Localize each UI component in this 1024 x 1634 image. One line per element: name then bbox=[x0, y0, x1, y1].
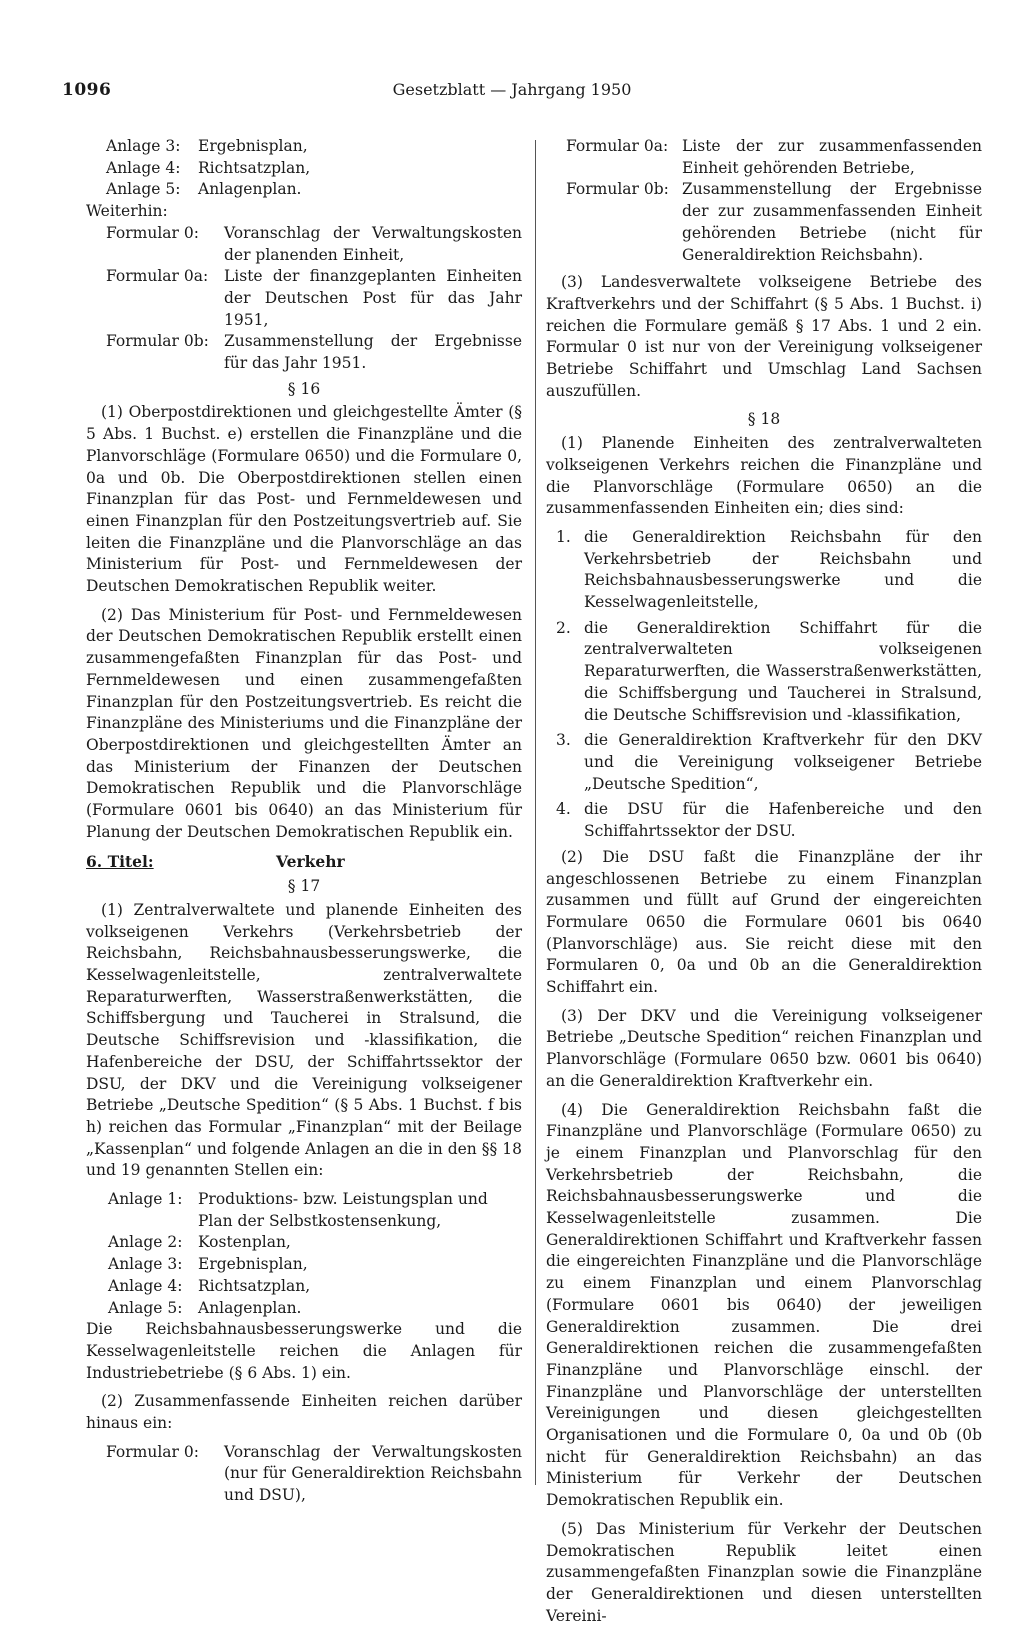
section-heading-18: § 18 bbox=[747, 410, 781, 429]
formular-row: Formular 0a: Liste der zur zusammenfassenden Einheit gehörenden Betriebe, bbox=[566, 137, 982, 177]
annex-row: Anlage 1: Produktions- bzw. Leistungsplan und Plan der Selbstkostensenkung, bbox=[108, 1190, 488, 1230]
titel-title: Verkehr bbox=[276, 851, 345, 871]
paragraph: (2) Das Ministerium für Post- und Fernmeldewesen der Deutschen Demokratischen Republik erstellt einen zusammengefaßten Finanzplan für das Post- und Fernmeldewesen und einen zusammengefaßten Finanzplan für den Postzeitungsvertrieb. Es reicht die Finanzpläne des Ministeriums und die Finanzpläne der Oberpostdirektionen und gleichgestellten Ämter an das Ministerium der Finanzen der Deutschen Demokratischen Republik und die Planvorschläge (Formulare 0601 bis 0640) an das Ministerium für Planung der Deutschen Demokratischen Republik ein. bbox=[86, 605, 522, 841]
paragraph: (1) Zentralverwaltete und planende Einheiten des volkseigenen Verkehrs (Verkehrsbetrieb der Reichsbahn, Reichsbahnausbesserungswerke, die Kesselwagenleitstelle, zentralverwaltete Reparaturwerften, Wasserstraßenwerkstätten, die Schiffsbergung und Taucherei in Stralsund, die Deutsche Schiffsrevision und -klassifikation, die Hafenbereiche der DSU, der Schiffahrtssektor der DSU, der DKV und die Vereinigung volkseigener Betriebe „Deutsche Spedition“ (§ 5 Abs. 1 Buchst. f bis h) reichen das Formular „Finanzplan“ mit der Beilage „Kassenplan“ und folgende Anlagen an die in den §§ 18 und 19 genannten Stellen ein: bbox=[86, 900, 522, 1180]
annex-row: Anlage 3: Ergebnisplan, bbox=[108, 1255, 308, 1274]
formular-row: Formular 0a: Liste der finanzgeplanten Einheiten der Deutschen Post für das Jahr 1951, bbox=[106, 267, 522, 329]
weiterhin-label: Weiterhin: bbox=[86, 202, 168, 221]
paragraph: (1) Planende Einheiten des zentralverwalteten volkseigenen Verkehrs reichen die Finanzpläne und die Planvorschläge (Formulare 0650) an die zusammenfassenden Einheiten ein; dies sind: bbox=[546, 434, 982, 518]
section-heading-16: § 16 bbox=[287, 379, 321, 398]
annex-row: Anlage 5: Anlagenplan. bbox=[106, 180, 302, 199]
paragraph: (1) Oberpostdirektionen und gleichgestellte Ämter (§ 5 Abs. 1 Buchst. e) erstellen die Finanzpläne und die Planvorschläge (Formulare 0650) und die Formulare 0, 0a und 0b. Die Oberpostdirektionen stellen einen Finanzplan für das Post- und Fernmeldewesen und einen Finanzplan für den Postzeitungsvertrieb auf. Sie leiten die Finanzpläne und die Planvorschläge an das Ministerium für Post- und Fernmeldewesen der Deutschen Demokratischen Republik weiter. bbox=[86, 403, 522, 596]
paragraph: (3) Landesverwaltete volkseigene Betriebe des Kraftverkehrs und der Schiffahrt (§ 5 Abs. 1 Buchst. i) reichen die Formulare gemäß § 17 Abs. 1 und 2 ein. Formular 0 ist nur von der Vereinigung volkseigener Betriebe Schiffahrt und Umschlag Land Sachsen auszufüllen. bbox=[546, 273, 982, 400]
formular-row: Formular 0: Voranschlag der Verwaltungskosten der planenden Einheit, bbox=[106, 223, 522, 264]
left-column bbox=[86, 136, 522, 1507]
right-column bbox=[546, 136, 982, 1634]
paragraph: (5) Das Ministerium für Verkehr der Deutschen Demokratischen Republik leitet einen zusammengefaßten Finanzplan sowie die Finanzpläne der Generaldirektionen und diesen unterstellten Vereini- bbox=[546, 1519, 982, 1625]
running-head: Gesetzblatt — Jahrgang 1950 bbox=[392, 80, 632, 99]
titel-heading bbox=[86, 851, 522, 873]
list-item: 1. die Generaldirektion Reichsbahn für den Verkehrsbetrieb der Reichsbahn und Reichsbahnausbesserungswerke und die Kesselwagenleitstelle, bbox=[556, 527, 982, 612]
list-item: 3. die Generaldirektion Kraftverkehr für den DKV und die Vereinigung volkseigener Betriebe „Deutsche Spedition“, bbox=[556, 731, 982, 793]
column-divider bbox=[535, 140, 536, 1485]
formular-row: Formular 0: Voranschlag der Verwaltungskosten (nur für Generaldirektion Reichsbahn und DSU), bbox=[106, 1442, 522, 1505]
section-heading-17: § 17 bbox=[287, 877, 321, 896]
paragraph: (4) Die Generaldirektion Reichsbahn faßt die Finanzpläne und Planvorschläge (Formulare 0650) zu je einem Finanzplan und Planvorschlag für den Verkehrsbetrieb der Reichsbahn, die Reichsbahnausbesserungswerke und die Kesselwagenleitstelle zusammen. Die Generaldirektionen Schiffahrt und Kraftverkehr fassen die eingereichten Finanzpläne und die Planvorschläge zu einem Finanzplan und einem Planvorschlag (Formulare 0601 bis 0640) der jeweiligen Generaldirektion zusammen. Die drei Generaldirektionen reichen die zusammengefaßten Finanzpläne und Planvorschläge einschl. der Finanzpläne und Planvorschläge der unterstellten Vereinigungen und diesen gleichgestellten Organisationen und die Formulare 0, 0a und 0b (0b nicht für Generaldirektion Reichsbahn) an das Ministerium für Verkehr der Deutschen Demokratischen Republik ein. bbox=[546, 1100, 982, 1510]
annex-row: Anlage 4: Richtsatzplan, bbox=[106, 158, 311, 177]
list-item: 4. die DSU für die Hafenbereiche und den Schiffahrtssektor der DSU. bbox=[556, 800, 982, 841]
annex-row: Anlage 5: Anlagenplan. bbox=[108, 1298, 302, 1317]
titel-label: 6. Titel: bbox=[86, 851, 154, 871]
list-item: 2. die Generaldirektion Schiffahrt für die zentralverwalteten volkseigenen Reparaturwerften, die Wasserstraßenwerkstätten, die Schiffsbergung und Taucherei in Stralsund, die Deutsche Schiffsrevision und -klassifikation, bbox=[556, 618, 982, 724]
paragraph: (3) Der DKV und die Vereinigung volkseigener Betriebe „Deutsche Spedition“ reichen Finanzplan und Planvorschläge (Formulare 0650 bzw. 0601 bis 0640) an die Generaldirektion Kraftverkehr ein. bbox=[546, 1006, 982, 1090]
formular-row: Formular 0b: Zusammenstellung der Ergebnisse der zur zusammenfassenden Einheit gehörenden Betriebe (nicht für Generaldirektion Reichsbahn). bbox=[566, 180, 982, 264]
page-number: 1096 bbox=[62, 80, 112, 100]
paragraph: (2) Zusammenfassende Einheiten reichen darüber hinaus ein: bbox=[86, 1392, 522, 1433]
annex-row: Anlage 4: Richtsatzplan, bbox=[108, 1276, 311, 1295]
paragraph: Die Reichsbahnausbesserungswerke und die Kesselwagenleitstelle reichen die Anlagen für Industriebetriebe (§ 6 Abs. 1) ein. bbox=[86, 1320, 522, 1382]
formular-row: Formular 0b: Zusammenstellung der Ergebnisse für das Jahr 1951. bbox=[106, 332, 522, 373]
annex-row: Anlage 2: Kostenplan, bbox=[108, 1233, 291, 1252]
paragraph: (2) Die DSU faßt die Finanzpläne der ihr angeschlossenen Betriebe zu einem Finanzplan zusammen und füllt auf Grund der eingereichten Formulare 0650 die Formulare 0601 bis 0640 (Planvorschläge) aus. Sie reicht diese mit den Formularen 0, 0a und 0b an die Generaldirektion Schiffahrt ein. bbox=[546, 847, 982, 997]
annex-row: Anlage 3: Ergebnisplan, bbox=[106, 137, 308, 155]
